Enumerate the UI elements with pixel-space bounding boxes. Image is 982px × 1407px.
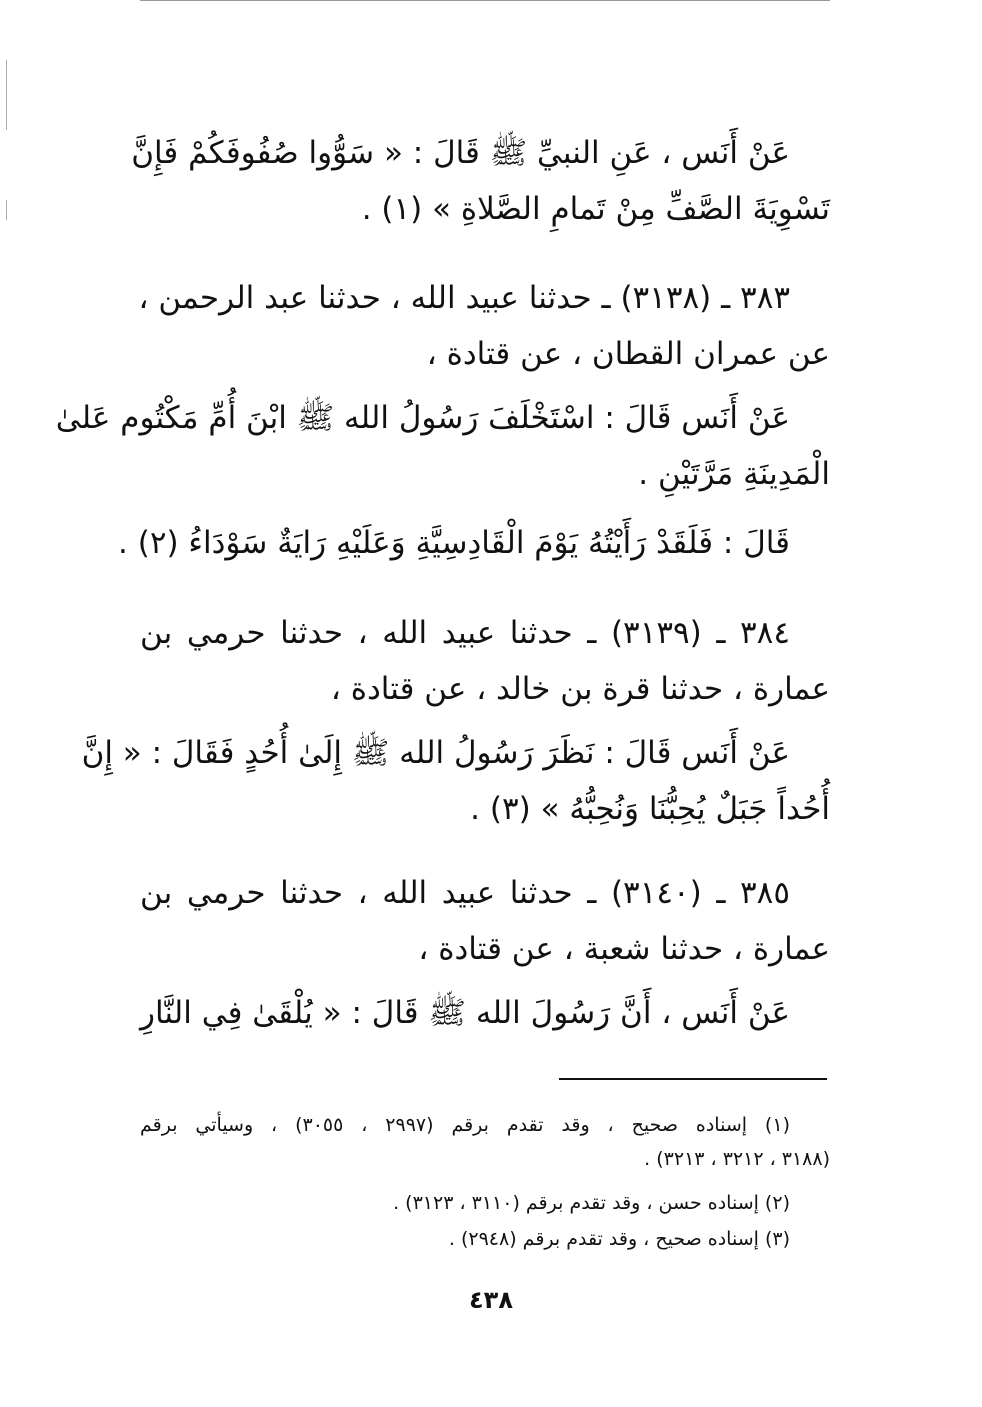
text-line: قَالَ : فَلَقَدْ رَأَيْتُهُ يَوْمَ الْقَادِسِيَّةِ وَعَلَيْهِ رَايَةٌ سَوْدَاءُ (٢) . <box>118 525 790 561</box>
footnote-2 <box>140 1186 830 1220</box>
page-number: ٤٣٨ <box>469 1286 513 1314</box>
text-line: تَسْوِيَةَ الصَّفِّ مِنْ تَمامِ الصَّلاةِ » (١) . <box>361 191 830 227</box>
footnote-line: (١) إسناده صحيح ، وقد تقدم برقم (٢٩٩٧ ، ٣٠٥٥) ، وسيأتي برقم <box>140 1114 790 1136</box>
footnote-line: (٢) إسناده حسن ، وقد تقدم برقم (٣١١٠ ، ٣١٢٣) . <box>393 1192 790 1214</box>
isnad-385 <box>140 865 830 977</box>
footnote-3 <box>140 1222 830 1256</box>
hadith-text <box>118 515 830 571</box>
text-line: عَنْ أَنَس ، أَنَّ رَسُولَ الله ﷺ قَالَ : « يُلْقَىٰ فِي النَّارِ <box>140 995 790 1031</box>
scan-mark <box>6 60 7 130</box>
hadith-text <box>140 985 830 1041</box>
footnote-line: (٣) إسناده صحيح ، وقد تقدم برقم (٢٩٤٨) . <box>448 1228 790 1250</box>
footnote-separator <box>559 1078 827 1080</box>
scan-mark <box>6 200 7 220</box>
text-line: ٣٨٣ ـ (٣١٣٨) ـ حدثنا عبيد الله ، حدثنا عبد الرحمن ، <box>138 280 790 316</box>
text-line: ٣٨٥ ـ (٣١٤٠) ـ حدثنا عبيد الله ، حدثنا حرمي بن <box>140 875 790 911</box>
text-line: عَنْ أَنَس قَالَ : نَظَرَ رَسُولُ الله ﷺ إِلَىٰ أُحُدٍ فَقَالَ : « إِنَّ <box>81 735 790 771</box>
hadith-text <box>81 725 830 837</box>
text-line: عمارة ، حدثنا قرة بن خالد ، عن قتادة ، <box>330 671 830 707</box>
hadith-text <box>131 125 830 237</box>
top-rule <box>140 0 830 1</box>
text-line: عَنْ أَنَس ، عَنِ النبيِّ ﷺ قَالَ : « سَوُّوا صُفُوفَكُمْ فَإِنَّ <box>131 135 790 171</box>
text-line: عَنْ أَنَس قَالَ : اسْتَخْلَفَ رَسُولُ الله ﷺ ابْنَ أُمِّ مَكْتُوم عَلىٰ <box>55 400 790 436</box>
text-line: الْمَدِينَةِ مَرَّتَيْنِ . <box>638 456 830 492</box>
text-line: أُحُداً جَبَلٌ يُحِبُّنَا وَنُحِبُّهُ » (٣) . <box>470 791 830 827</box>
footnote-1 <box>140 1108 830 1176</box>
text-line: عن عمران القطان ، عن قتادة ، <box>426 336 830 372</box>
hadith-text <box>55 390 830 502</box>
isnad-384 <box>140 605 830 717</box>
isnad-383 <box>140 270 830 382</box>
text-line: ٣٨٤ ـ (٣١٣٩) ـ حدثنا عبيد الله ، حدثنا حرمي بن <box>140 615 790 651</box>
text-line: عمارة ، حدثنا شعبة ، عن قتادة ، <box>418 931 830 967</box>
footnote-line: (٣١٨٨ ، ٣٢١٢ ، ٣٢١٣) . <box>644 1148 830 1170</box>
